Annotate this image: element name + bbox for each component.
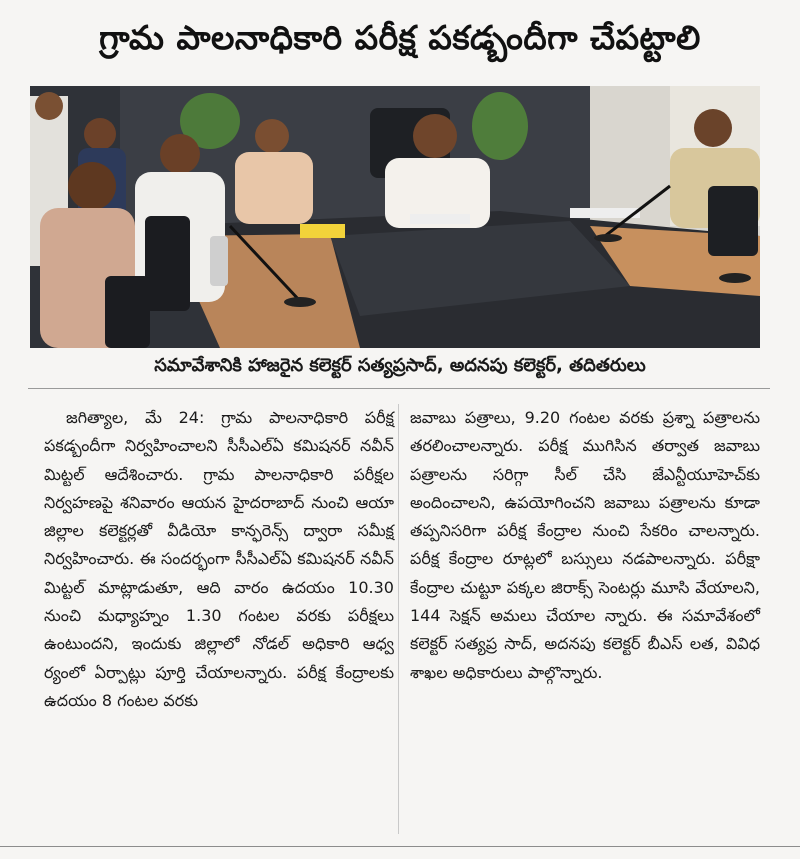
column-divider — [398, 404, 399, 834]
article-paragraph: జవాబు పత్రాలు, 9.20 గంటల వరకు ప్రశ్నా పత్రాలను తరలించాలన్నారు. పరీక్ష ముగిసిన తర్వాత జవాబు పత్రాలను సరిగ్గా సీల్ చేసి జేఎన్టీయూహెచ్‌కు అందించాలని, ఉపయోగించని జవాబు పత్రాలను కూడా తప్పనిసరిగా పరీక్ష కేంద్రాల నుంచి సేకరిం చాలన్నారు. పరీక్ష కేంద్రాల రూట్లలో బస్సులు నడపాలన్నారు. పరీక్షా కేంద్రాల చుట్టూ పక్కల జిరాక్స్ సెంటర్లు మూసి వేయాలని, 144 సెక్షన్ అమలు చేయాల న్నారు. ఈ సమావేశంలో కలెక్టర్ సత్యప్ర సాద్, అదనపు కలెక్టర్ బీఎస్ లత, వివిధ శాఖల అధికారులు పాల్గొన్నారు. — [410, 408, 760, 682]
article-column-right — [410, 404, 760, 687]
caption-divider — [28, 388, 770, 389]
photo-caption: సమావేశానికి హాజరైన కలెక్టర్ సత్యప్రసాద్, అదనపు కలెక్టర్, తదితరులు — [154, 355, 646, 376]
bottom-rule — [0, 846, 800, 847]
headline: గ్రామ పాలనాధికారి పరీక్ష పకడ్బందీగా చేపట్టాలి — [99, 18, 701, 57]
article-column-left — [44, 404, 394, 715]
meeting-photo — [30, 86, 760, 348]
article-paragraph: జగిత్యాల, మే 24: గ్రామ పాలనాధికారి పరీక్ష పకడ్బందీగా నిర్వహించాలని సీసీఎల్ఏ కమిషనర్ నవీన్ మిట్టల్ ఆదేశించారు. గ్రామ పాలనాధికారి పరీక్షల నిర్వహణపై శనివారం ఆయన హైదరాబాద్ నుంచి ఆయా జిల్లాల కలెక్టర్లతో వీడియో కాన్ఫరెన్స్ ద్వారా సమీక్ష నిర్వహించారు. ఈ సందర్భంగా సీసీఎల్ఏ కమిషనర్ నవీన్ మిట్టల్ మాట్లాడుతూ, ఆది వారం ఉదయం 10.30 నుంచి మధ్యాహ్నం 1.30 గంటల వరకు పరీక్షలు ఉంటుందని, ఇందుకు జిల్లాలో నోడల్ అధికారి ఆధ్వ ర్యంలో ఏర్పాట్లు పూర్తి చేయాలన్నారు. పరీక్ష కేంద్రాలకు ఉదయం 8 గంటల వరకు — [44, 408, 394, 710]
